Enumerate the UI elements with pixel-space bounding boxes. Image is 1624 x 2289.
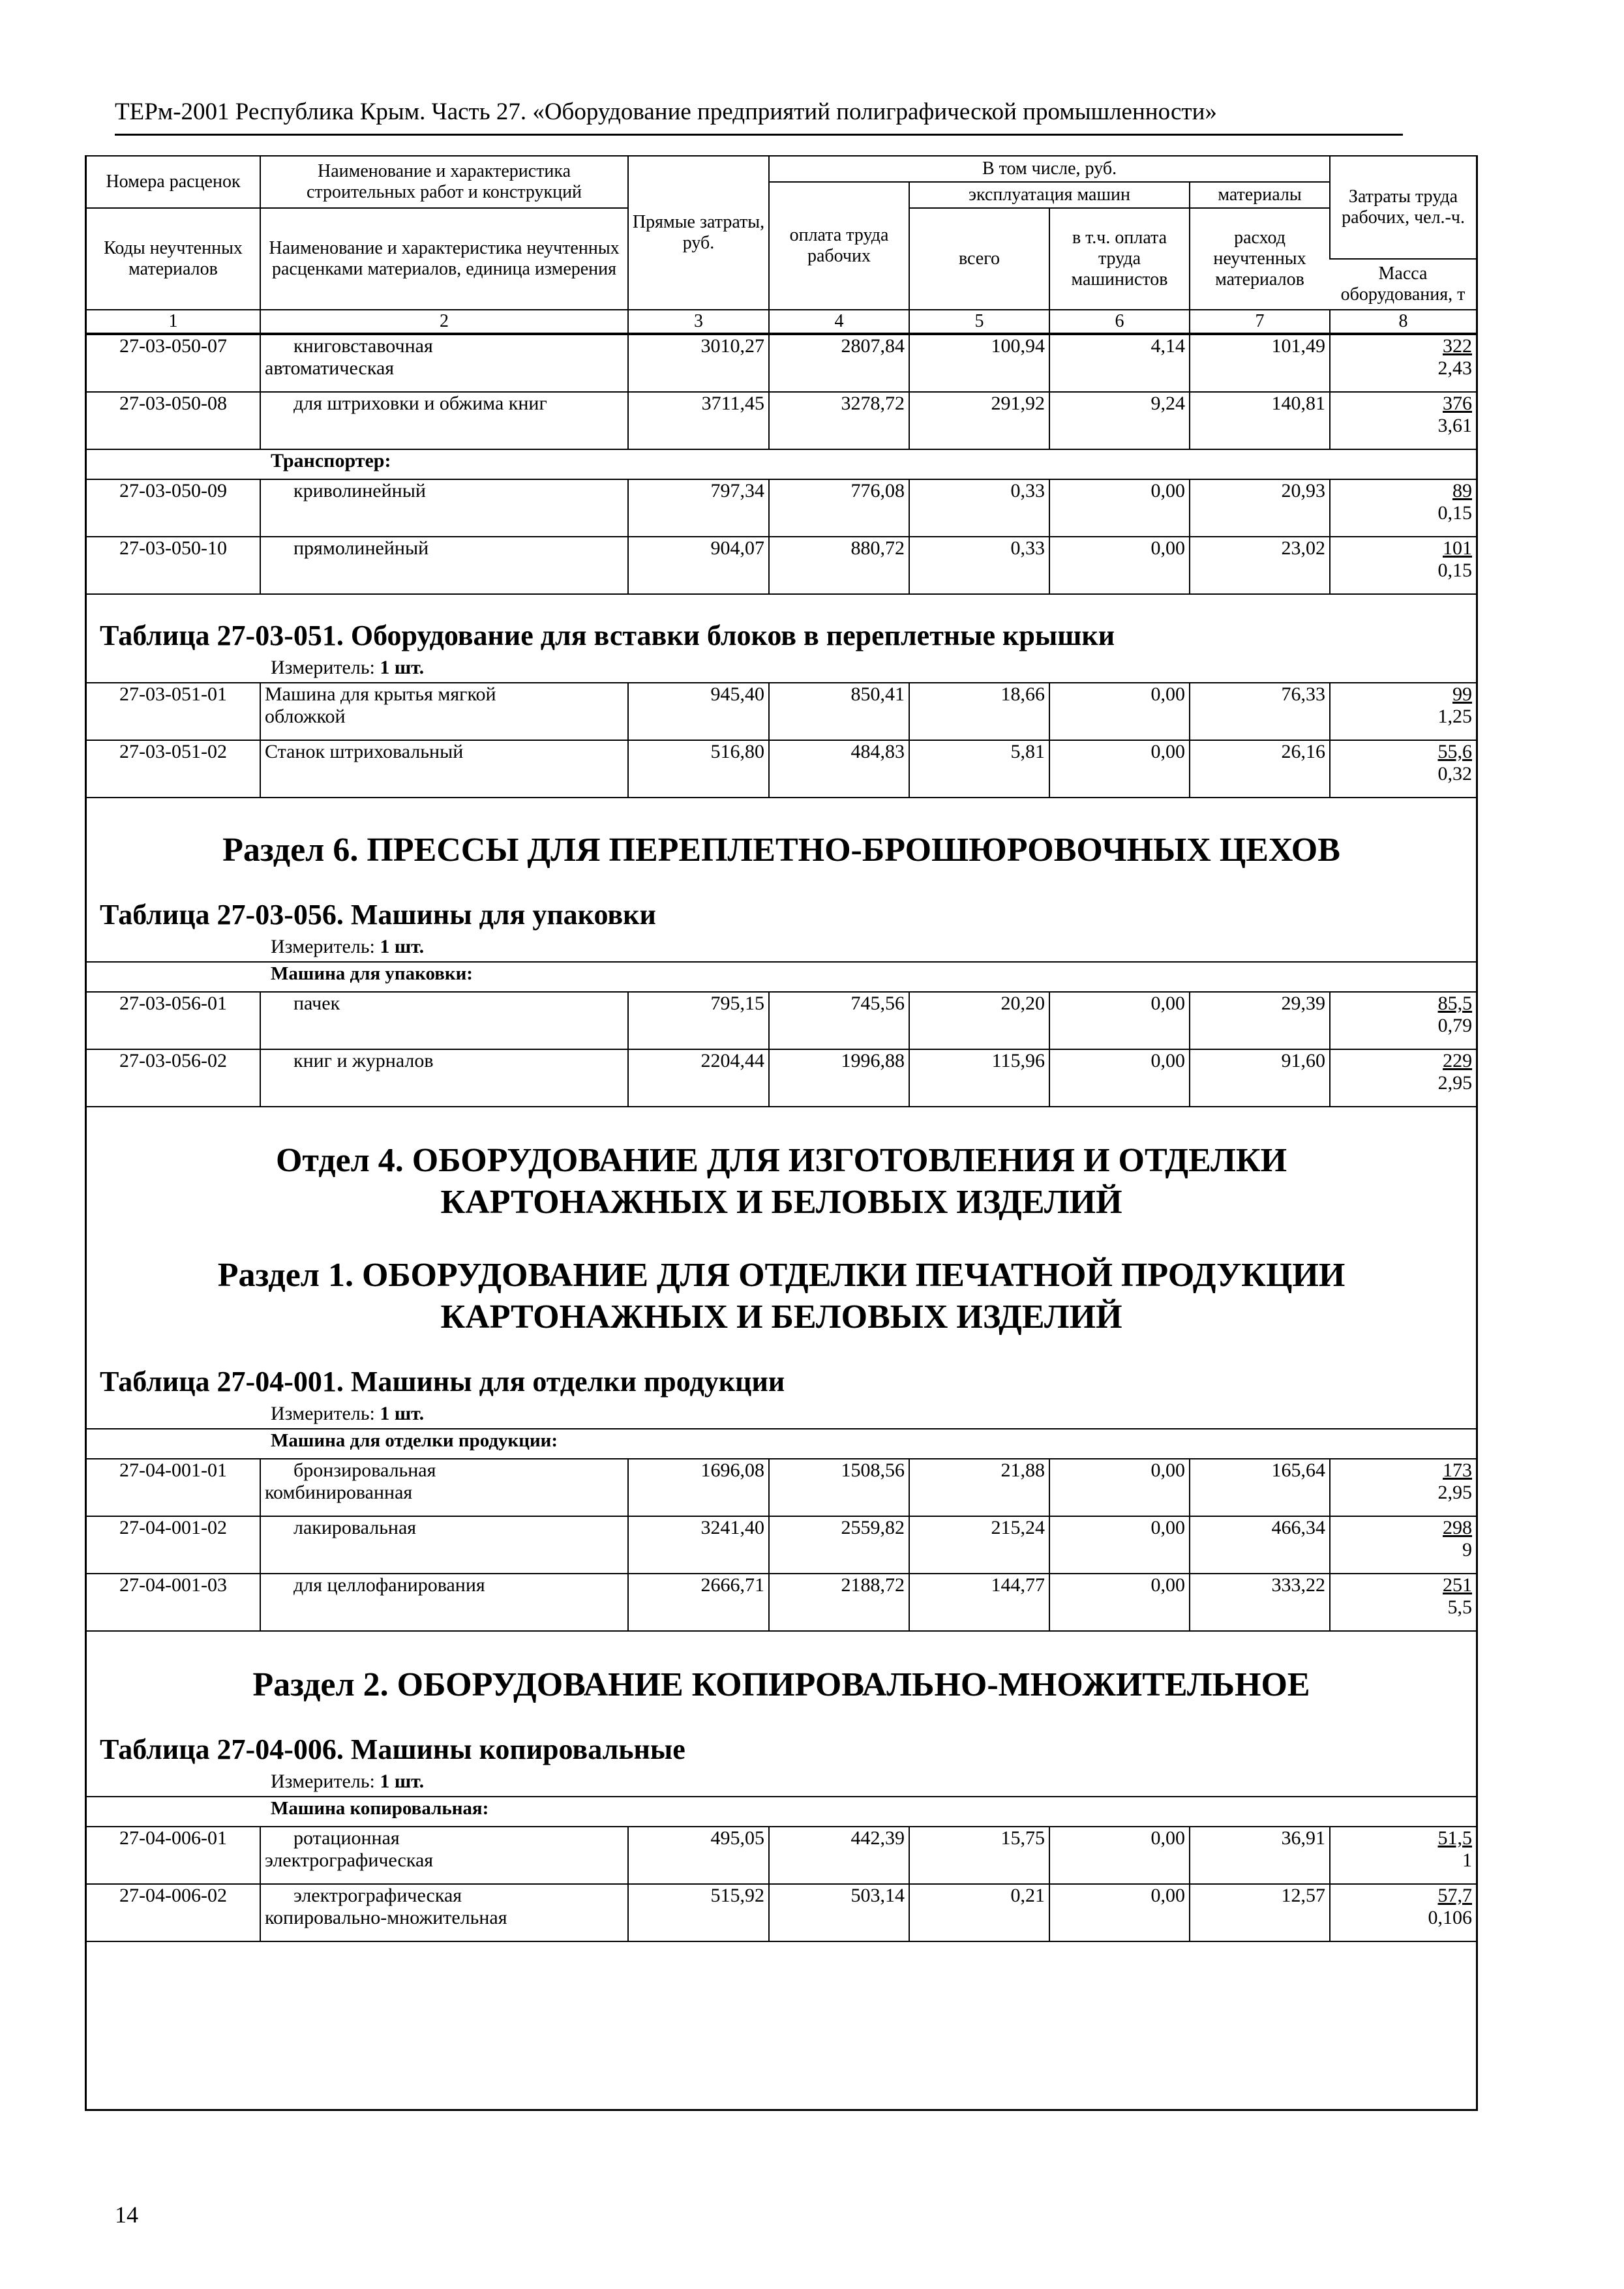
col-number: 7 [1190, 310, 1330, 333]
machine-cost-cell [909, 479, 1049, 537]
materials-cost-cell [1190, 1459, 1330, 1516]
machine-cost-cell [909, 1574, 1049, 1631]
labor-pay-cell [769, 740, 909, 798]
table-title: Таблица 27-03-056. Машины для упаковки [100, 899, 656, 931]
machinist-pay-cell [1049, 392, 1190, 449]
machine-cost-cell [909, 992, 1049, 1049]
machine-cost-cell [909, 392, 1049, 449]
materials-cost: 91,60 [1281, 1050, 1325, 1071]
machinist-pay: 0,00 [1150, 1574, 1185, 1596]
materials-cost: 165,64 [1271, 1459, 1325, 1481]
equipment-mass: 0,32 [1437, 763, 1472, 785]
measure-value: 1 шт. [380, 657, 425, 678]
rate-row [87, 1574, 1476, 1631]
rate-code-cell [87, 537, 260, 594]
machine-cost-cell [909, 1049, 1049, 1107]
labor-hours: 376 [1443, 393, 1472, 414]
measure-line [87, 1399, 1476, 1428]
labor-mass-cell [1330, 1827, 1476, 1884]
rate-name: прямолинейный [293, 537, 429, 559]
table-03-050 [87, 334, 1476, 595]
labor-pay: 2188,72 [841, 1574, 905, 1596]
measure-line [87, 933, 1476, 961]
rate-name: книг и журналов [293, 1050, 434, 1071]
materials-cost-cell [1190, 683, 1330, 740]
rate-name: Машина для крытья мягкой [265, 683, 496, 705]
direct-cost: 495,05 [710, 1827, 764, 1849]
machine-cost-cell [909, 683, 1049, 740]
rate-code-cell [87, 740, 260, 798]
equipment-mass: 9 [1462, 1539, 1473, 1561]
materials-cost-cell [1190, 479, 1330, 537]
rate-row [87, 335, 1476, 392]
machinist-pay: 0,00 [1150, 1885, 1185, 1906]
rate-name: Станок штриховальный [265, 741, 464, 762]
header-machine-total: всего [909, 208, 1049, 310]
materials-cost-cell [1190, 992, 1330, 1049]
machine-cost: 115,96 [991, 1050, 1045, 1071]
direct-cost-cell [628, 392, 769, 449]
machinist-pay: 0,00 [1150, 1050, 1185, 1071]
header-incl-rub: В том числе, руб. [769, 156, 1330, 182]
machine-cost-cell [909, 1516, 1049, 1574]
labor-pay-cell [769, 1049, 909, 1107]
machinist-pay-cell [1049, 1574, 1190, 1631]
rate-name-cell [260, 1516, 628, 1574]
rate-code-cell [87, 1459, 260, 1516]
rate-code: 27-03-051-01 [119, 683, 227, 705]
rate-row [87, 392, 1476, 449]
direct-cost-cell [628, 1884, 769, 1941]
labor-hours: 229 [1443, 1050, 1473, 1071]
col-number: 5 [909, 310, 1049, 333]
rate-code: 27-03-050-07 [119, 335, 227, 357]
equipment-mass: 2,95 [1437, 1482, 1473, 1503]
page-number: 14 [115, 2202, 138, 2228]
table-04-001 [87, 1428, 1476, 1632]
machine-cost-cell [909, 1884, 1049, 1941]
col-number: 1 [87, 310, 260, 333]
rate-name-cell [260, 1049, 628, 1107]
direct-cost: 2666,71 [700, 1574, 764, 1596]
header-rate-numbers: Номера расценок [87, 156, 260, 208]
equipment-mass: 5,5 [1447, 1596, 1473, 1618]
labor-hours: 298 [1443, 1517, 1473, 1538]
labor-pay: 745,56 [850, 993, 905, 1014]
measure-label: Измеритель: [271, 1403, 375, 1424]
col-number: 8 [1330, 310, 1476, 333]
labor-hours: 251 [1443, 1574, 1473, 1596]
header-rule [115, 134, 1403, 136]
labor-mass-cell [1330, 479, 1476, 537]
header-labor-pay: оплата труда рабочих [769, 182, 909, 310]
machine-cost: 15,75 [1000, 1827, 1045, 1849]
machinist-pay-cell [1049, 479, 1190, 537]
labor-pay-cell [769, 335, 909, 392]
table-03-056 [87, 961, 1476, 1107]
header-machinist-pay: в т.ч. оплата труда машинистов [1049, 208, 1190, 310]
machinist-pay-cell [1049, 1884, 1190, 1941]
rate-name: ротационная [293, 1827, 400, 1849]
rate-name: для штриховки и обжима книг [293, 393, 547, 414]
header-direct-costs: Прямые затраты, руб. [628, 156, 769, 310]
document-frame [85, 155, 1478, 2111]
rate-row [87, 1884, 1476, 1941]
labor-pay-cell [769, 1827, 909, 1884]
rate-name-cell [260, 392, 628, 449]
rate-name-cell [260, 683, 628, 740]
rate-name-cell [260, 335, 628, 392]
machinist-pay: 0,00 [1150, 683, 1185, 705]
direct-cost: 3711,45 [701, 393, 764, 414]
labor-pay: 880,72 [850, 537, 905, 559]
materials-cost: 466,34 [1271, 1517, 1325, 1538]
direct-cost: 516,80 [710, 741, 764, 762]
direct-cost: 2204,44 [700, 1050, 764, 1071]
rate-name: пачек [293, 993, 340, 1014]
rate-code: 27-03-050-09 [119, 480, 227, 501]
labor-hours: 101 [1443, 537, 1472, 559]
materials-cost-cell [1190, 1827, 1330, 1884]
rate-name-cell [260, 537, 628, 594]
header-equipment-mass: Масса оборудования, т [1330, 259, 1476, 310]
direct-cost-cell [628, 683, 769, 740]
rate-code-cell [87, 392, 260, 449]
measure-label: Измеритель: [271, 657, 375, 678]
machinist-pay: 4,14 [1150, 335, 1185, 357]
direct-cost: 904,07 [710, 537, 764, 559]
materials-cost-cell [1190, 335, 1330, 392]
machinist-pay: 0,00 [1150, 1517, 1185, 1538]
machinist-pay: 0,00 [1150, 1459, 1185, 1481]
direct-cost-cell [628, 1827, 769, 1884]
direct-cost-cell [628, 1574, 769, 1631]
materials-cost: 140,81 [1271, 393, 1325, 414]
table-title: Таблица 27-04-006. Машины копировальные [100, 1733, 685, 1765]
machine-cost: 100,94 [991, 335, 1045, 357]
group-label: Машина копировальная: [87, 1797, 1476, 1827]
rate-name-cell [260, 992, 628, 1049]
machine-cost: 18,66 [1000, 683, 1045, 705]
labor-pay: 2807,84 [841, 335, 905, 357]
direct-cost: 797,34 [710, 480, 764, 501]
rate-name-cell [260, 479, 628, 537]
measure-label: Измеритель: [271, 1771, 375, 1792]
header-unaccounted-materials: расход неучтенных материалов [1190, 208, 1330, 310]
machine-cost: 0,33 [1010, 480, 1045, 501]
header-material-name: Наименование и характеристика неучтенных расценками материалов, единица измерения [260, 208, 628, 310]
materials-cost: 101,49 [1271, 335, 1325, 357]
labor-pay-cell [769, 1884, 909, 1941]
machine-cost-cell [909, 537, 1049, 594]
section-title-line2: КАРТОНАЖНЫХ И БЕЛОВЫХ ИЗДЕЛИЙ [440, 1298, 1122, 1336]
rate-row [87, 740, 1476, 798]
rate-code: 27-03-050-10 [119, 537, 227, 559]
materials-cost-cell [1190, 1574, 1330, 1631]
rate-name-cell [260, 1884, 628, 1941]
machine-cost-cell [909, 335, 1049, 392]
rate-code-cell [87, 1574, 260, 1631]
machine-cost: 144,77 [991, 1574, 1045, 1596]
machine-cost-cell [909, 740, 1049, 798]
labor-mass-cell [1330, 1884, 1476, 1941]
section-title: Раздел 2. ОБОРУДОВАНИЕ КОПИРОВАЛЬНО-МНОЖИТЕЛЬНОЕ [252, 1666, 1310, 1703]
rate-code: 27-04-006-01 [119, 1827, 227, 1849]
machinist-pay-cell [1049, 1827, 1190, 1884]
otdel-title-line2: КАРТОНАЖНЫХ И БЕЛОВЫХ ИЗДЕЛИЙ [440, 1184, 1122, 1221]
machinist-pay-cell [1049, 1049, 1190, 1107]
rate-code-cell [87, 479, 260, 537]
machine-cost: 20,20 [1000, 993, 1045, 1014]
machine-cost: 215,24 [991, 1517, 1045, 1538]
equipment-mass: 0,15 [1437, 560, 1472, 581]
materials-cost: 76,33 [1281, 683, 1325, 705]
labor-pay-cell [769, 1516, 909, 1574]
labor-hours: 99 [1452, 683, 1472, 705]
labor-pay: 484,83 [850, 741, 905, 762]
rate-row [87, 683, 1476, 740]
header-machine-operation: эксплуатация машин [909, 182, 1190, 208]
section-title: Раздел 6. ПРЕССЫ ДЛЯ ПЕРЕПЛЕТНО-БРОШЮРОВОЧНЫХ ЦЕХОВ [222, 831, 1340, 869]
running-header: ТЕРм-2001 Республика Крым. Часть 27. «Оборудование предприятий полиграфической промышленности» [115, 98, 1217, 125]
rate-name-cell [260, 1574, 628, 1631]
labor-mass-cell [1330, 1516, 1476, 1574]
rate-code: 27-03-050-08 [119, 393, 227, 414]
labor-pay-cell [769, 683, 909, 740]
materials-cost: 333,22 [1271, 1574, 1325, 1596]
equipment-mass: 0,106 [1428, 1907, 1473, 1928]
rate-name-cont: копировально-множительная [265, 1907, 507, 1928]
materials-cost-cell [1190, 1884, 1330, 1941]
machine-cost: 21,88 [1000, 1459, 1045, 1481]
labor-pay-cell [769, 1574, 909, 1631]
machine-cost: 0,33 [1010, 537, 1045, 559]
labor-pay-cell [769, 992, 909, 1049]
direct-cost: 1696,08 [700, 1459, 764, 1481]
labor-mass-cell [1330, 537, 1476, 594]
rate-name: лакировальная [293, 1517, 417, 1538]
measure-label: Измеритель: [271, 936, 375, 957]
machinist-pay: 9,24 [1150, 393, 1185, 414]
rate-code-cell [87, 1827, 260, 1884]
rate-name-cell [260, 1459, 628, 1516]
equipment-mass: 0,15 [1437, 502, 1472, 524]
direct-cost-cell [628, 992, 769, 1049]
labor-hours: 322 [1443, 335, 1472, 357]
rate-row [87, 537, 1476, 594]
machinist-pay-cell [1049, 1516, 1190, 1574]
measure-value: 1 шт. [380, 936, 425, 957]
rate-code-cell [87, 1884, 260, 1941]
col-number: 6 [1049, 310, 1190, 333]
col-number: 4 [769, 310, 909, 333]
labor-pay: 2559,82 [841, 1517, 905, 1538]
rate-name-cont: обложкой [265, 706, 346, 727]
materials-cost: 26,16 [1281, 741, 1325, 762]
direct-cost-cell [628, 740, 769, 798]
labor-hours: 85,5 [1437, 993, 1473, 1014]
labor-pay-cell [769, 1459, 909, 1516]
materials-cost-cell [1190, 740, 1330, 798]
labor-mass-cell [1330, 1459, 1476, 1516]
rate-name-cell [260, 1827, 628, 1884]
header-labor-costs: Затраты труда рабочих, чел.-ч. [1330, 156, 1476, 259]
equipment-mass: 2,43 [1437, 357, 1472, 379]
labor-pay: 850,41 [850, 683, 905, 705]
machine-cost-cell [909, 1459, 1049, 1516]
rate-code: 27-04-001-01 [119, 1459, 227, 1481]
direct-cost-cell [628, 1049, 769, 1107]
rate-code-cell [87, 335, 260, 392]
rate-code-cell [87, 683, 260, 740]
measure-value: 1 шт. [380, 1771, 425, 1792]
labor-mass-cell [1330, 740, 1476, 798]
direct-cost-cell [628, 1516, 769, 1574]
rate-code-cell [87, 1049, 260, 1107]
direct-cost: 3010,27 [700, 335, 764, 357]
machine-cost-cell [909, 1827, 1049, 1884]
machinist-pay-cell [1049, 683, 1190, 740]
rate-code: 27-04-001-02 [119, 1517, 227, 1538]
group-label: Транспортер: [87, 449, 1476, 479]
equipment-mass: 3,61 [1437, 415, 1472, 436]
rate-name: книговставочная [293, 335, 433, 357]
rate-row [87, 1516, 1476, 1574]
header-materials: материалы [1190, 182, 1330, 208]
rate-row [87, 1049, 1476, 1107]
materials-cost: 36,91 [1281, 1827, 1325, 1849]
equipment-mass: 0,79 [1437, 1015, 1473, 1036]
labor-pay: 3278,72 [841, 393, 905, 414]
materials-cost-cell [1190, 1516, 1330, 1574]
equipment-mass: 1,25 [1437, 706, 1472, 727]
group-label: Машина для упаковки: [87, 962, 1476, 992]
materials-cost-cell [1190, 537, 1330, 594]
materials-cost: 12,57 [1281, 1885, 1325, 1906]
rate-name: для целлофанирования [293, 1574, 485, 1596]
labor-pay: 1996,88 [841, 1050, 905, 1071]
header-work-name: Наименование и характеристика строительных работ и конструкций [260, 156, 628, 208]
rate-name-cell [260, 740, 628, 798]
otdel-title-line1: Отдел 4. ОБОРУДОВАНИЕ ДЛЯ ИЗГОТОВЛЕНИЯ И ОТДЕЛКИ [275, 1142, 1287, 1179]
rate-code-cell [87, 1516, 260, 1574]
machinist-pay-cell [1049, 335, 1190, 392]
labor-mass-cell [1330, 335, 1476, 392]
direct-cost-cell [628, 335, 769, 392]
rate-code-cell [87, 992, 260, 1049]
col-number: 3 [628, 310, 769, 333]
materials-cost: 23,02 [1281, 537, 1325, 559]
labor-pay-cell [769, 537, 909, 594]
table-03-051 [87, 682, 1476, 798]
equipment-mass: 2,95 [1437, 1072, 1473, 1094]
rate-row [87, 479, 1476, 537]
rate-row [87, 1459, 1476, 1516]
machinist-pay-cell [1049, 537, 1190, 594]
machinist-pay: 0,00 [1150, 480, 1185, 501]
machine-cost: 5,81 [1010, 741, 1045, 762]
measure-line [87, 1767, 1476, 1796]
table-title: Таблица 27-04-001. Машины для отделки продукции [100, 1366, 785, 1398]
direct-cost: 795,15 [710, 993, 764, 1014]
direct-cost: 945,40 [710, 683, 764, 705]
labor-hours: 173 [1443, 1459, 1473, 1481]
labor-pay: 1508,56 [841, 1459, 905, 1481]
rate-code: 27-04-006-02 [119, 1885, 227, 1906]
labor-hours: 57,7 [1437, 1885, 1473, 1906]
machinist-pay-cell [1049, 1459, 1190, 1516]
labor-mass-cell [1330, 1049, 1476, 1107]
machinist-pay-cell [1049, 992, 1190, 1049]
rate-code: 27-04-001-03 [119, 1574, 227, 1596]
equipment-mass: 1 [1462, 1849, 1473, 1871]
direct-cost-cell [628, 537, 769, 594]
labor-mass-cell [1330, 1574, 1476, 1631]
rate-name: бронзировальная [293, 1459, 436, 1481]
direct-cost-cell [628, 479, 769, 537]
labor-pay: 442,39 [850, 1827, 905, 1849]
machinist-pay: 0,00 [1150, 993, 1185, 1014]
rate-name-cont: автоматическая [265, 357, 395, 379]
rate-row [87, 992, 1476, 1049]
rate-name-cont: комбинированная [265, 1482, 413, 1503]
rate-row [87, 1827, 1476, 1884]
labor-pay-cell [769, 392, 909, 449]
labor-mass-cell [1330, 392, 1476, 449]
materials-cost: 29,39 [1281, 993, 1325, 1014]
materials-cost-cell [1190, 1049, 1330, 1107]
machinist-pay: 0,00 [1150, 537, 1185, 559]
direct-cost-cell [628, 1459, 769, 1516]
labor-pay-cell [769, 479, 909, 537]
group-label: Машина для отделки продукции: [87, 1429, 1476, 1459]
rate-code: 27-03-056-01 [119, 993, 227, 1014]
labor-mass-cell [1330, 683, 1476, 740]
rate-name: электрографическая [293, 1885, 462, 1906]
labor-pay: 503,14 [850, 1885, 905, 1906]
machinist-pay-cell [1049, 740, 1190, 798]
direct-cost: 515,92 [710, 1885, 764, 1906]
machinist-pay: 0,00 [1150, 1827, 1185, 1849]
rate-code: 27-03-056-02 [119, 1050, 227, 1071]
rate-name: криволинейный [293, 480, 426, 501]
materials-cost: 20,93 [1281, 480, 1325, 501]
rate-name-cont: электрографическая [265, 1849, 434, 1871]
labor-pay: 776,08 [850, 480, 905, 501]
measure-value: 1 шт. [380, 1403, 425, 1424]
rate-code: 27-03-051-02 [119, 741, 227, 762]
col-number: 2 [260, 310, 628, 333]
machine-cost: 291,92 [991, 393, 1045, 414]
machinist-pay: 0,00 [1150, 741, 1185, 762]
table-title: Таблица 27-03-051. Оборудование для вставки блоков в переплетные крышки [100, 620, 1115, 651]
table-04-006 [87, 1796, 1476, 1942]
labor-hours: 89 [1452, 480, 1472, 501]
section-title-line1: Раздел 1. ОБОРУДОВАНИЕ ДЛЯ ОТДЕЛКИ ПЕЧАТНОЙ ПРОДУКЦИИ [217, 1257, 1346, 1294]
labor-mass-cell [1330, 992, 1476, 1049]
machine-cost: 0,21 [1010, 1885, 1045, 1906]
direct-cost: 3241,40 [700, 1517, 764, 1538]
labor-hours: 51,5 [1437, 1827, 1473, 1849]
measure-line [87, 653, 1476, 682]
labor-hours: 55,6 [1437, 741, 1472, 762]
column-header-table [87, 155, 1476, 334]
materials-cost-cell [1190, 392, 1330, 449]
header-material-codes: Коды неучтенных материалов [87, 208, 260, 310]
